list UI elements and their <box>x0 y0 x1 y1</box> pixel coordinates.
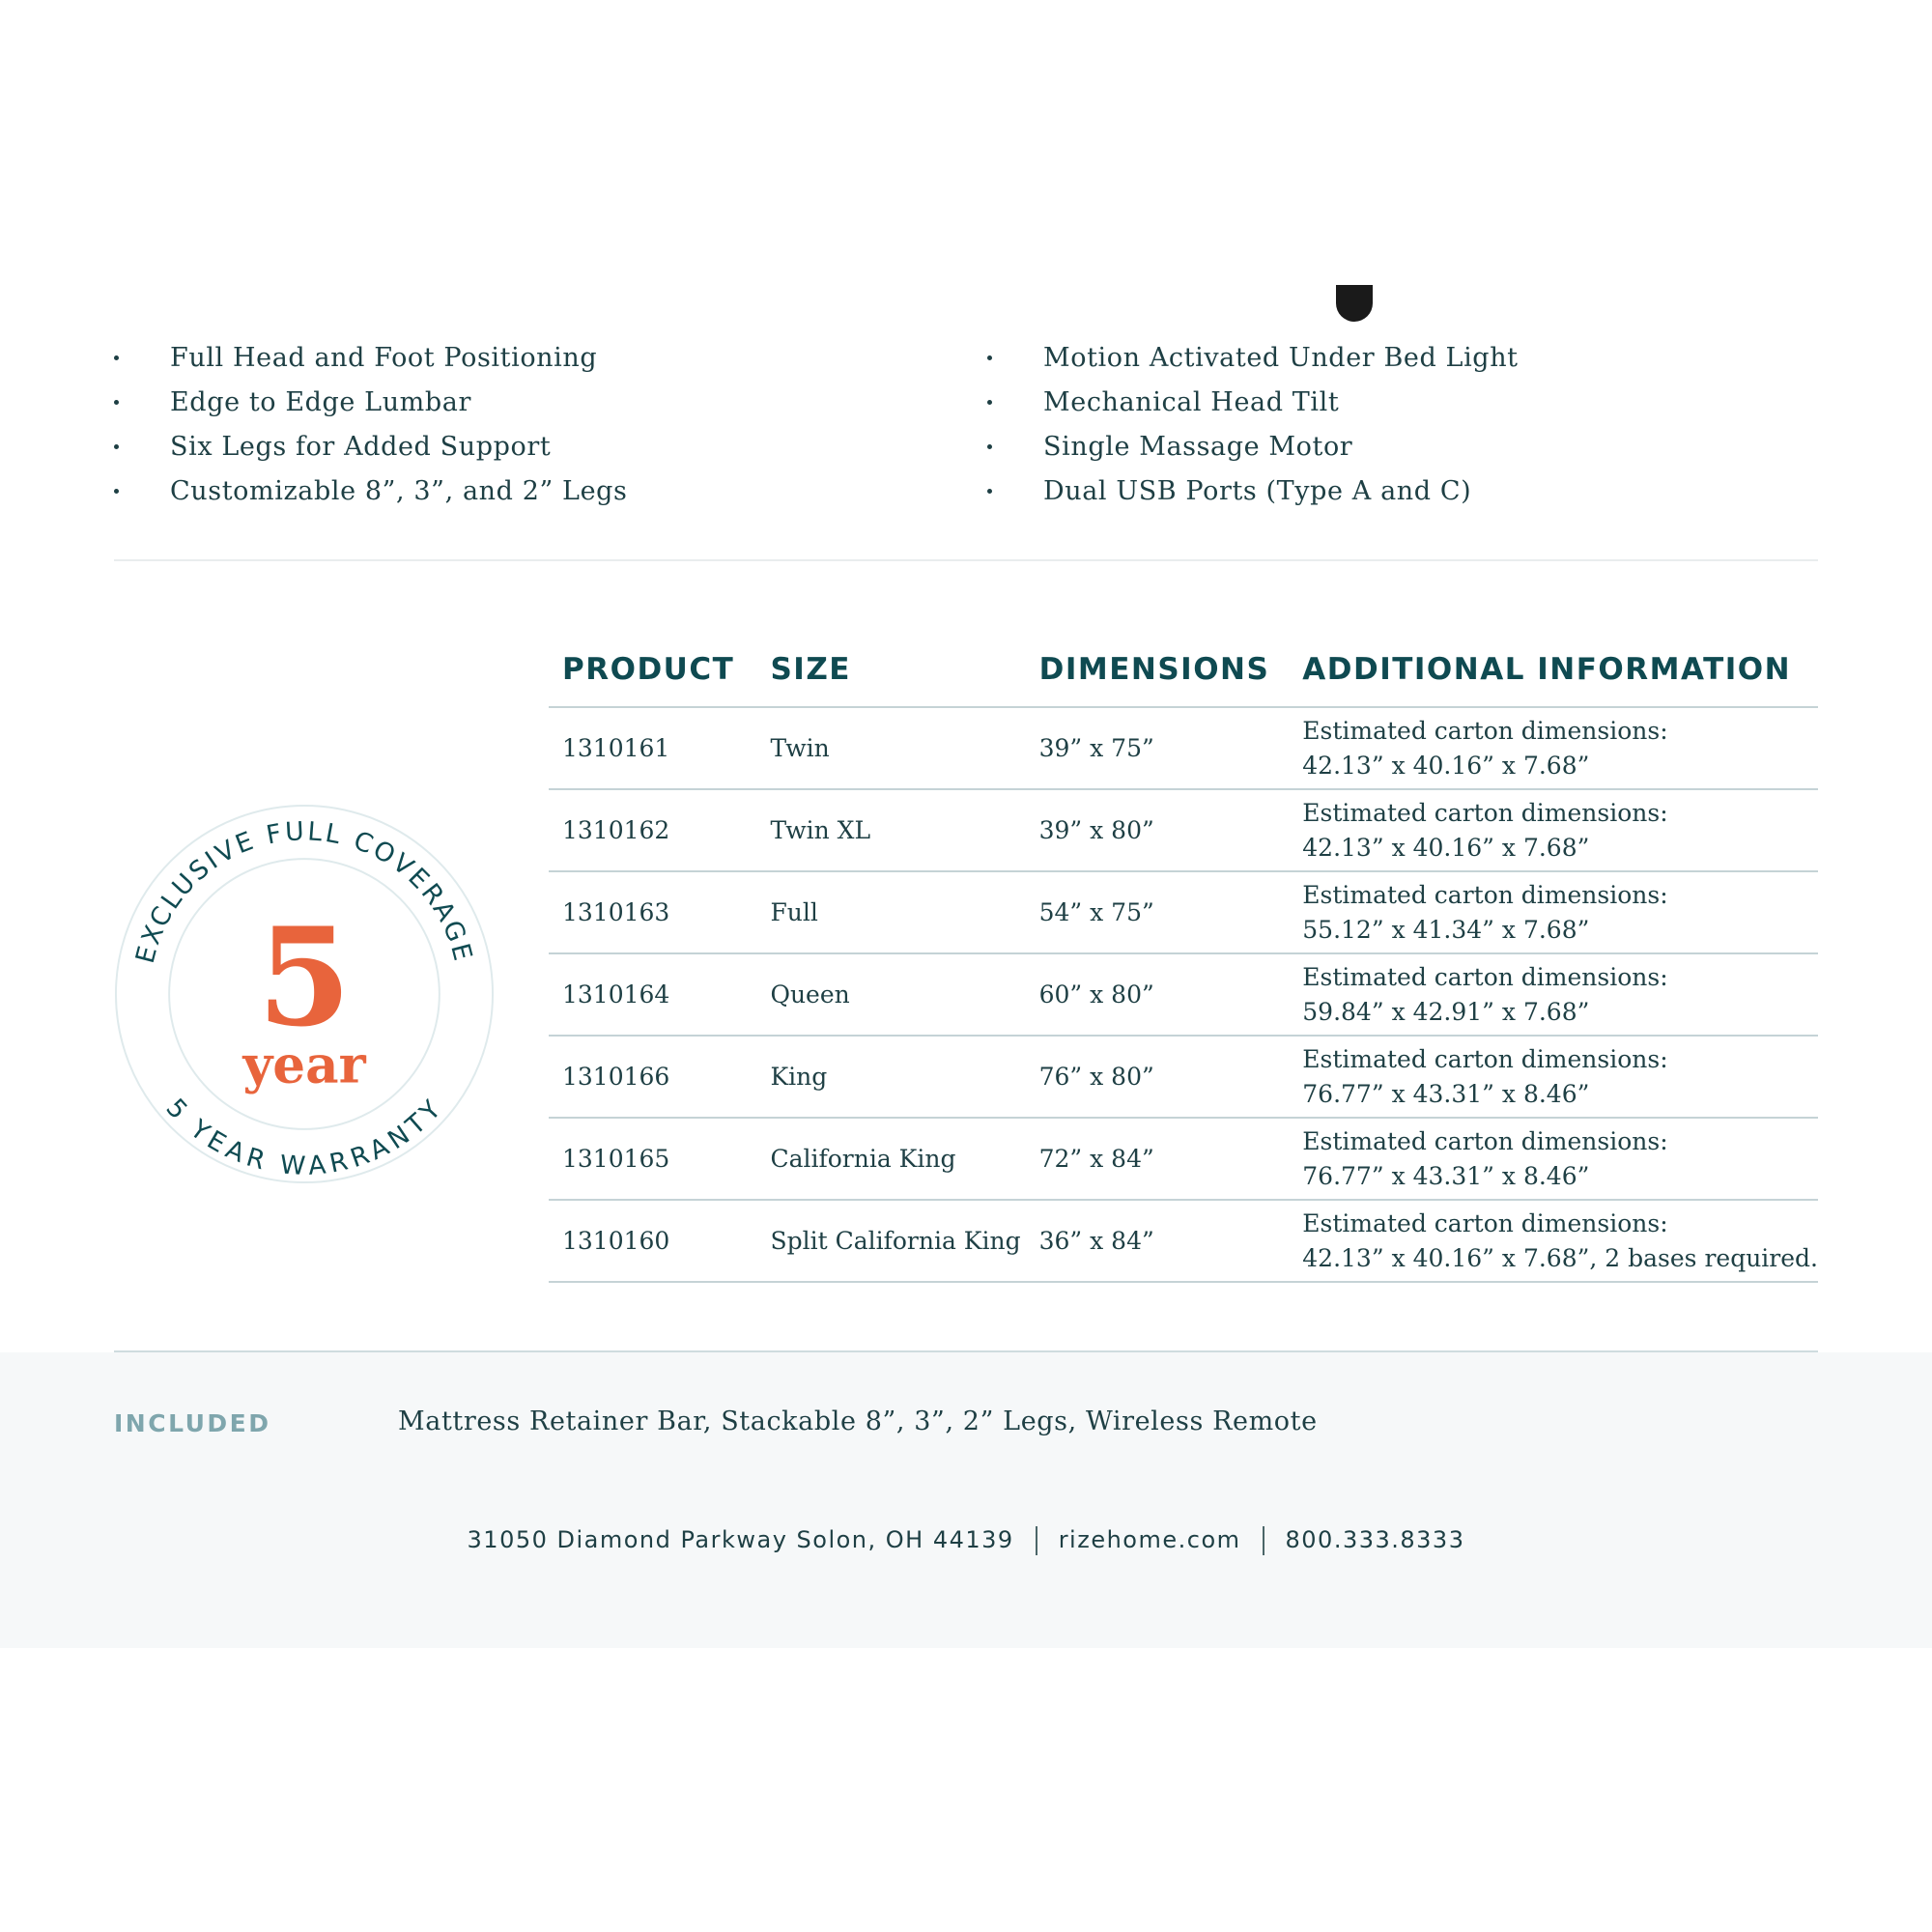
included-label: INCLUDED <box>114 1409 271 1437</box>
cell-size: California King <box>756 1118 1025 1200</box>
badge-arc-top: EXCLUSIVE FULL COVERAGE <box>129 816 479 967</box>
divider <box>1263 1526 1264 1555</box>
bullet-icon <box>114 355 119 360</box>
cell-info: Estimated carton dimensions: 55.12” x 41.34” x 7.68” <box>1289 871 1818 953</box>
product-spec-table <box>549 633 1818 1283</box>
bullet-icon <box>987 355 992 360</box>
cell-dimensions: 39” x 80” <box>1026 789 1290 871</box>
cell-info: Estimated carton dimensions: 42.13” x 40.16” x 7.68” <box>1289 707 1818 789</box>
cell-size: Split California King <box>756 1200 1025 1282</box>
bullet-icon <box>114 400 119 405</box>
cell-info: Estimated carton dimensions: 59.84” x 42.91” x 7.68” <box>1289 953 1818 1036</box>
cell-size: Twin <box>756 707 1025 789</box>
address: 31050 Diamond Parkway Solon, OH 44139 <box>467 1526 1014 1553</box>
cell-info: Estimated carton dimensions: 42.13” x 40.16” x 7.68” <box>1289 789 1818 871</box>
cell-dimensions: 36” x 84” <box>1026 1200 1290 1282</box>
black-tab-marker <box>1336 285 1373 322</box>
feature-item: Edge to Edge Lumbar <box>114 381 628 425</box>
contact-line <box>0 1526 1932 1555</box>
cell-size: Queen <box>756 953 1025 1036</box>
warranty-badge <box>114 804 495 1184</box>
table-row <box>549 1118 1818 1200</box>
bullet-icon <box>114 489 119 494</box>
feature-item: Dual USB Ports (Type A and C) <box>987 469 1519 514</box>
bullet-icon <box>987 489 992 494</box>
feature-item: Full Head and Foot Positioning <box>114 336 628 381</box>
cell-product: 1310166 <box>549 1036 756 1118</box>
badge-number: 5 <box>257 897 352 1057</box>
cell-info: Estimated carton dimensions: 76.77” x 43.31” x 8.46” <box>1289 1118 1818 1200</box>
cell-dimensions: 54” x 75” <box>1026 871 1290 953</box>
cell-product: 1310165 <box>549 1118 756 1200</box>
header-size: SIZE <box>756 633 1025 707</box>
cell-product: 1310164 <box>549 953 756 1036</box>
feature-list-left <box>114 336 628 514</box>
feature-item: Mechanical Head Tilt <box>987 381 1519 425</box>
included-items: Mattress Retainer Bar, Stackable 8”, 3”, 2” Legs, Wireless Remote <box>398 1406 1318 1436</box>
cell-size: Twin XL <box>756 789 1025 871</box>
feature-list-right <box>987 336 1519 514</box>
cell-dimensions: 60” x 80” <box>1026 953 1290 1036</box>
cell-product: 1310160 <box>549 1200 756 1282</box>
table-header-row <box>549 633 1818 707</box>
table-row <box>549 1200 1818 1282</box>
badge-arc-bottom: 5 YEAR WARRANTY <box>159 1093 449 1182</box>
cell-dimensions: 39” x 75” <box>1026 707 1290 789</box>
feature-item: Motion Activated Under Bed Light <box>987 336 1519 381</box>
bullet-icon <box>987 400 992 405</box>
bullet-icon <box>114 444 119 449</box>
footer-band <box>0 1352 1932 1648</box>
phone-number[interactable]: 800.333.8333 <box>1285 1526 1465 1553</box>
cell-size: King <box>756 1036 1025 1118</box>
cell-info: Estimated carton dimensions: 42.13” x 40.16” x 7.68”, 2 bases required. <box>1289 1200 1818 1282</box>
section-divider <box>114 559 1818 561</box>
cell-dimensions: 76” x 80” <box>1026 1036 1290 1118</box>
feature-item: Customizable 8”, 3”, and 2” Legs <box>114 469 628 514</box>
cell-product: 1310162 <box>549 789 756 871</box>
feature-item: Single Massage Motor <box>987 425 1519 469</box>
cell-product: 1310161 <box>549 707 756 789</box>
footer-divider <box>114 1350 1818 1352</box>
table-row <box>549 789 1818 871</box>
cell-dimensions: 72” x 84” <box>1026 1118 1290 1200</box>
table-row <box>549 871 1818 953</box>
header-product: PRODUCT <box>549 633 756 707</box>
cell-product: 1310163 <box>549 871 756 953</box>
divider <box>1036 1526 1037 1555</box>
table-row <box>549 707 1818 789</box>
header-additional-information: ADDITIONAL INFORMATION <box>1289 633 1818 707</box>
cell-info: Estimated carton dimensions: 76.77” x 43.31” x 8.46” <box>1289 1036 1818 1118</box>
badge-unit: year <box>242 1034 366 1095</box>
table-row <box>549 953 1818 1036</box>
website-link[interactable]: rizehome.com <box>1058 1526 1241 1553</box>
table-row <box>549 1036 1818 1118</box>
feature-item: Six Legs for Added Support <box>114 425 628 469</box>
header-dimensions: DIMENSIONS <box>1026 633 1290 707</box>
bullet-icon <box>987 444 992 449</box>
cell-size: Full <box>756 871 1025 953</box>
